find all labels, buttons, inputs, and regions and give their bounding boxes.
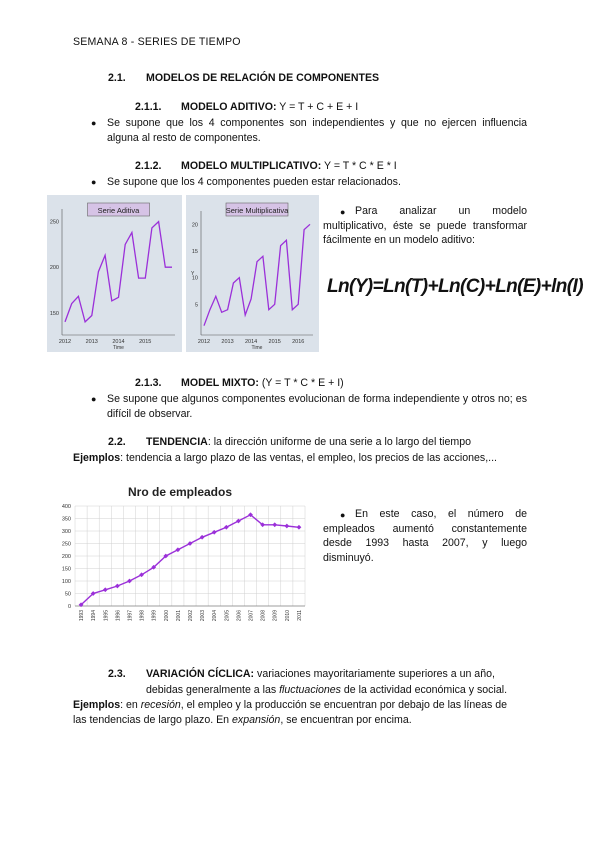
bullet-text: Se supone que los 4 componentes son independientes y que no ejercen influencia alguna al resto de componentes. (107, 117, 527, 144)
transform-text: Para analizar un modelo multiplicativo, éste se puede transformar fácilmente en un modelo aditivo: (323, 205, 527, 246)
text-fragment-italic: fluctuaciones (279, 684, 341, 696)
x-tick-label: 2004 (212, 610, 219, 622)
section-title: MODELO MULTIPLICATIVO: (181, 160, 322, 172)
x-tick-label: 2013 (221, 339, 234, 345)
section-2-1-1-heading (135, 101, 358, 113)
bullet-text: Se supone que algunos componentes evolucionan de forma independiente y otros no; es difícil de observar. (107, 393, 527, 420)
data-point (272, 522, 277, 527)
section-2-1-2-heading (135, 160, 397, 172)
section-desc: : la dirección uniforme de una serie a lo largo del tiempo (207, 436, 472, 448)
x-tick-label: 2002 (188, 610, 194, 622)
x-tick-label: 1996 (115, 610, 122, 622)
x-tick-label: 1998 (139, 610, 146, 622)
x-tick-label: 2009 (272, 610, 279, 622)
multiplicative-series-svg (186, 195, 319, 352)
x-axis-label: Time (251, 345, 263, 351)
section-number: 2.1.1. (135, 101, 162, 113)
data-point (212, 530, 217, 535)
section-2-1-heading (108, 72, 379, 84)
section-title: MODELO ADITIVO: (181, 101, 277, 113)
x-tick-label: 1994 (91, 610, 98, 622)
employees-svg (47, 478, 317, 640)
text-fragment-italic: expansión (232, 714, 281, 726)
section-2-1-3-heading (135, 377, 344, 389)
data-point (224, 525, 229, 530)
formula: Y = T * C * E * I (321, 160, 397, 172)
x-tick-label: 2003 (200, 610, 207, 622)
x-tick-label: 2014 (244, 339, 258, 345)
y-tick-label: 100 (61, 579, 71, 585)
employees-text: En este caso, el número de empleados aumentó constantemente desde 1993 hasta 2007, y luego disminuyó. (323, 508, 527, 564)
data-point (115, 584, 120, 589)
y-tick-label: 400 (61, 504, 71, 510)
chart-title: Serie Aditiva (97, 206, 140, 215)
x-tick-label: 2015 (139, 339, 152, 345)
examples-label: Ejemplos (73, 452, 121, 464)
series-line (204, 224, 310, 325)
bullet-icon: ● (91, 118, 97, 128)
x-tick-label: 2008 (260, 610, 267, 622)
x-tick-label: 2012 (197, 339, 211, 345)
section-desc: variaciones mayoritariamente superiores a un año, (254, 668, 495, 680)
x-tick-label: 2010 (284, 610, 291, 622)
text-fragment: : en (120, 699, 141, 711)
examples-line (73, 452, 497, 464)
examples-text: : tendencia a largo plazo de las ventas, el empleo, los precios de las acciones,... (120, 452, 497, 464)
examples-line (73, 699, 507, 711)
y-tick-label: 0 (67, 604, 71, 610)
y-tick-label: 20 (191, 222, 198, 229)
section-title: VARIACIÓN CÍCLICA: (146, 668, 255, 680)
data-point (127, 579, 132, 584)
employees-chart (47, 478, 317, 640)
section-2-2-heading (108, 436, 471, 448)
bullet-text: Se supone que los 4 componentes pueden estar relacionados. (107, 176, 401, 188)
chart-title: Serie Multiplicativa (225, 206, 289, 215)
x-tick-label: 2000 (163, 610, 170, 622)
x-tick-label: 2001 (175, 610, 182, 622)
formula: (Y = T * C * E + I) (258, 377, 344, 389)
x-tick-label: 1997 (127, 610, 134, 622)
section-title: TENDENCIA (146, 436, 208, 448)
x-tick-label: 2012 (58, 339, 72, 345)
text-fragment: debidas generalmente a las (146, 684, 280, 696)
data-point (236, 519, 241, 524)
x-tick-label: 2006 (236, 610, 243, 622)
y-tick-label: 350 (61, 516, 71, 523)
y-tick-label: 250 (49, 219, 59, 226)
text-fragment: , se encuentran por encima. (280, 714, 412, 726)
additive-series-svg (47, 195, 182, 352)
text-fragment: , el empleo y la producción se encuentran por debajo de las líneas de (180, 699, 508, 711)
x-tick-label: 2015 (268, 339, 281, 345)
section-number: 2.1.3. (135, 377, 162, 389)
section-title: MODEL MIXTO: (181, 377, 259, 389)
section-title: MODELOS DE RELACIÓN DE COMPONENTES (146, 72, 380, 84)
section-2-3-line2 (146, 684, 507, 696)
additive-series-chart (47, 195, 182, 352)
bullet-icon: ● (340, 207, 346, 217)
y-tick-label: 200 (49, 265, 59, 272)
y-tick-label: 15 (191, 249, 198, 255)
y-tick-label: 5 (194, 302, 198, 309)
series-line (81, 515, 299, 605)
log-additive-formula: Ln(Y)=Ln(T)+Ln(C)+Ln(E)+ln(I) (327, 276, 583, 297)
section-number: 2.2. (108, 436, 126, 448)
chart-title: Nro de empleados (127, 485, 233, 499)
examples-label: Ejemplos (73, 699, 121, 711)
x-tick-label: 2011 (296, 610, 303, 621)
x-tick-label: 1995 (103, 610, 110, 622)
series-line (65, 222, 172, 322)
data-point (297, 525, 302, 530)
x-tick-label: 2007 (248, 610, 255, 622)
x-tick-label: 2016 (292, 339, 305, 345)
y-tick-label: 200 (61, 554, 71, 560)
x-tick-label: 1993 (79, 610, 86, 622)
y-tick-label: 150 (49, 310, 59, 317)
y-tick-label: 10 (191, 275, 198, 282)
multiplicative-series-chart (186, 195, 319, 352)
x-axis-label: Time (113, 345, 124, 351)
section-number: 2.1.2. (135, 160, 162, 172)
y-tick-label: 250 (61, 541, 71, 548)
text-fragment: de la actividad económica y social. (340, 684, 508, 696)
y-tick-label: 150 (61, 566, 71, 573)
data-point (103, 587, 108, 592)
y-axis-label: Y (191, 271, 195, 277)
x-tick-label: 1999 (151, 610, 158, 622)
section-2-3-heading (108, 668, 527, 680)
x-tick-label: 2014 (112, 339, 125, 345)
bullet-icon: ● (91, 177, 97, 187)
bullet-icon: ● (91, 394, 97, 404)
data-point (188, 541, 193, 546)
section-number: 2.3. (108, 668, 126, 680)
data-point (284, 524, 289, 529)
formula: Y = T + C + E + I (276, 101, 359, 113)
page-header: SEMANA 8 - SERIES DE TIEMPO (73, 36, 241, 48)
x-tick-label: 2005 (224, 610, 231, 622)
text-fragment-italic: recesión (140, 699, 181, 711)
y-tick-label: 50 (64, 591, 71, 598)
bullet-icon: ● (340, 510, 346, 520)
y-tick-label: 300 (61, 529, 71, 535)
examples-line-2 (73, 714, 412, 726)
x-tick-label: 2013 (85, 339, 98, 345)
text-fragment: las tendencias de largo plazo. En (73, 714, 233, 726)
section-number: 2.1. (108, 72, 126, 84)
